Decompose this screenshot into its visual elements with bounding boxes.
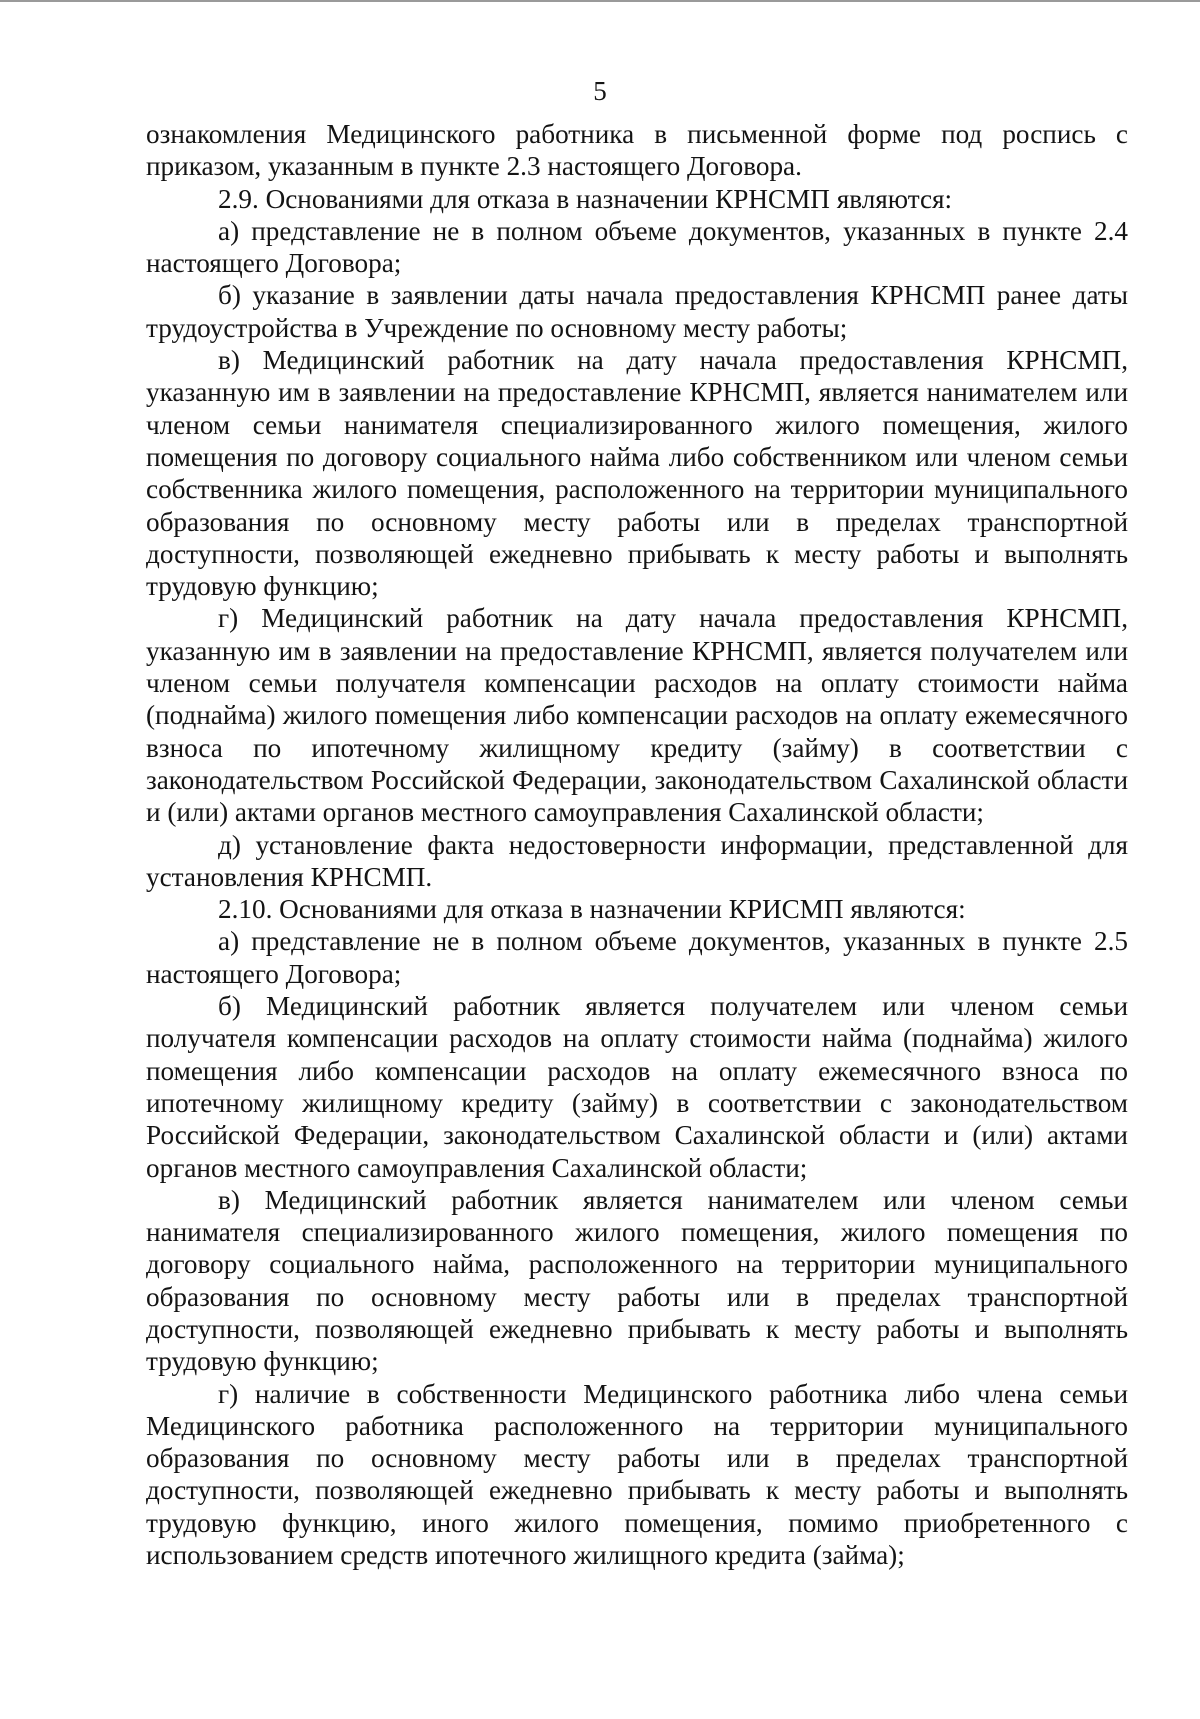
scan-top-edge bbox=[0, 0, 1200, 2]
paragraph-2-9-heading: 2.9. Основаниями для отказа в назначении КРНСМП являются: bbox=[218, 183, 953, 214]
paragraph-2-10-g: г) наличие в собственности Медицинского работника либо члена семьи Медицинского работника расположенного на территории муниципального образования по основному месту работы или в пределах транспортной доступности, позволяющей ежедневно прибывать к месту работы и выполнять трудовую функцию, иного жилого помещения, помимо приобретенного с использованием средств ипотечного жилищного кредита (займа); bbox=[146, 1378, 1128, 1571]
paragraph-2-9-g: г) Медицинский работник на дату начала предоставления КРНСМП, указанную им в заявлении на предоставление КРНСМП, является получателем или членом семьи получателя компенсации расходов на оплату стоимости найма (поднайма) жилого помещения либо компенсации расходов на оплату ежемесячного взноса по ипотечному жилищному кредиту (займу) в соответствии с законодательством Российской Федерации, законодательством Сахалинской области и (или) актами органов местного самоуправления Сахалинской области; bbox=[146, 603, 1128, 828]
paragraph-2-9-d: д) установление факта недостоверности информации, представленной для установления КРНСМП. bbox=[146, 829, 1128, 892]
document-body bbox=[146, 118, 1128, 1571]
paragraph-2-10-b: б) Медицинский работник является получателем или членом семьи получателя компенсации расходов на оплату стоимости найма (поднайма) жилого помещения либо компенсации расходов на оплату ежемесячного взноса по ипотечному жилищному кредиту (займу) в соответствии с законодательством Российской Федерации, законодательством Сахалинской области и (или) актами органов местного самоуправления Сахалинской области; bbox=[146, 991, 1128, 1183]
paragraph-2-9-a: а) представление не в полном объеме документов, указанных в пункте 2.4 настоящего Договора; bbox=[146, 215, 1128, 279]
paragraph-continuation: ознакомления Медицинского работника в письменной форме под роспись с приказом, указанным в пункте 2.3 настоящего Договора. bbox=[146, 119, 1128, 182]
paragraph-2-10-v: в) Медицинский работник является нанимателем или членом семьи нанимателя специализированного жилого помещения, жилого помещения по договору социального найма, расположенного на территории муниципального образования по основному месту работы или в пределах транспортной доступности, позволяющей ежедневно прибывать к месту работы и выполнять трудовую функцию; bbox=[146, 1184, 1128, 1377]
page-number: 5 bbox=[593, 76, 607, 106]
paragraph-2-10-heading: 2.10. Основаниями для отказа в назначении КРИСМП являются: bbox=[218, 894, 966, 925]
paragraph-2-9-v: в) Медицинский работник на дату начала предоставления КРНСМП, указанную им в заявлении на предоставление КРНСМП, является нанимателем или членом семьи нанимателя специализированного жилого помещения, жилого помещения по договору социального найма либо собственником или членом семьи собственника жилого помещения, расположенного на территории муниципального образования по основному месту работы или в пределах транспортной доступности, позволяющей ежедневно прибывать к месту работы и выполнять трудовую функцию; bbox=[146, 345, 1128, 602]
paragraph-2-9-b: б) указание в заявлении даты начала предоставления КРНСМП ранее даты трудоустройства в Учреждение по основному месту работы; bbox=[146, 280, 1128, 343]
paragraph-2-10-a: а) представление не в полном объеме документов, указанных в пункте 2.5 настоящего Договора; bbox=[146, 926, 1128, 989]
